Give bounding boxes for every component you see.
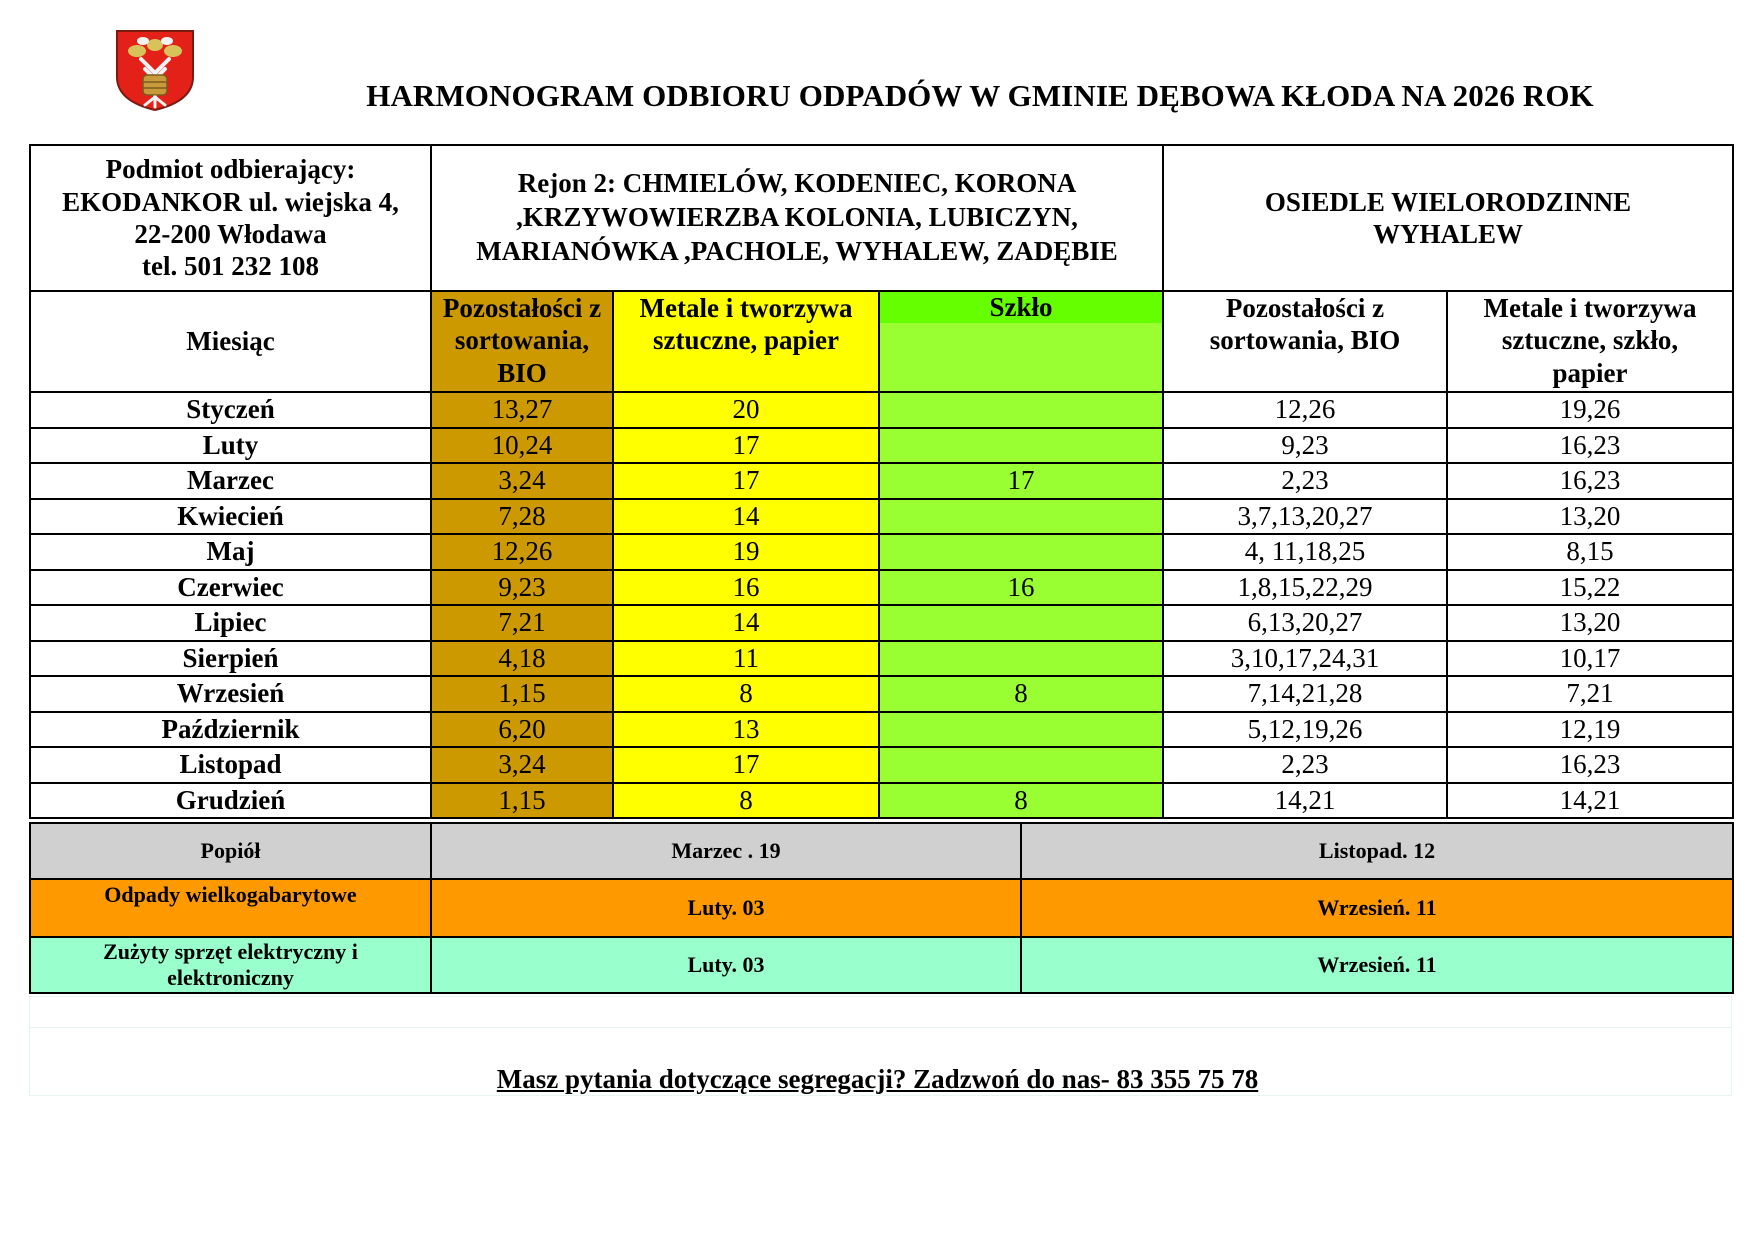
table-row (30, 392, 1733, 428)
table-row (30, 937, 1733, 993)
r2-glass-cell: 8 (879, 783, 1163, 819)
table-row (30, 570, 1733, 606)
r2-glass-cell (879, 534, 1163, 570)
os-metal-header (1447, 291, 1733, 392)
os-bio-cell: 2,23 (1163, 463, 1447, 499)
month-name: Luty (30, 428, 431, 464)
r2-glass-header-label: Szkło (880, 292, 1162, 323)
os-bio-header (1163, 291, 1447, 392)
bulky-label: Odpady wielkogabarytowe (30, 879, 431, 937)
r2-metal-header-line: Metale i tworzywa (639, 293, 853, 323)
r2-metal-cell: 17 (613, 463, 879, 499)
table-row (30, 428, 1733, 464)
month-name: Wrzesień (30, 676, 431, 712)
r2-glass-cell: 16 (879, 570, 1163, 606)
os-bio-cell: 3,7,13,20,27 (1163, 499, 1447, 535)
electronics-region-2-date: Luty. 03 (431, 937, 1021, 993)
os-metal-cell: 19,26 (1447, 392, 1733, 428)
r2-bio-header-line: Pozostałości z (442, 293, 602, 323)
schedule-table (29, 144, 1734, 819)
collector-line: Podmiot odbierający: (105, 154, 356, 185)
r2-metal-cell: 14 (613, 499, 879, 535)
bulky-estate-date: Wrzesień. 11 (1021, 879, 1733, 937)
electronics-label-line: elektroniczny (167, 965, 294, 990)
table-row (30, 463, 1733, 499)
special-collections-table (29, 822, 1734, 994)
ash-estate-date: Listopad. 12 (1021, 823, 1733, 879)
r2-bio-cell: 7,21 (431, 605, 613, 641)
os-metal-header-line: sztuczne, szkło, (1501, 325, 1679, 356)
r2-metal-header (613, 291, 879, 392)
month-name: Lipiec (30, 605, 431, 641)
r2-metal-cell: 16 (613, 570, 879, 606)
table-row (30, 499, 1733, 535)
table-row (30, 783, 1733, 819)
month-name: Grudzień (30, 783, 431, 819)
r2-glass-cell (879, 605, 1163, 641)
r2-bio-cell: 12,26 (431, 534, 613, 570)
os-bio-cell: 2,23 (1163, 747, 1447, 783)
table-row (30, 605, 1733, 641)
month-name: Czerwiec (30, 570, 431, 606)
region-2-line: ,KRZYWOWIERZBA KOLONIA, LUBICZYN, (516, 202, 1078, 233)
header-row-columns (30, 291, 1733, 392)
collector-line: 22-200 Włodawa (134, 219, 327, 249)
os-metal-cell: 16,23 (1447, 428, 1733, 464)
r2-metal-cell: 17 (613, 747, 879, 783)
divider (30, 1027, 1731, 1028)
month-name: Sierpień (30, 641, 431, 677)
r2-metal-cell: 20 (613, 392, 879, 428)
r2-glass-cell (879, 712, 1163, 748)
os-metal-header-line: Metale i tworzywa (1483, 293, 1697, 323)
r2-bio-header-line: sortowania, (454, 325, 590, 356)
table-row (30, 534, 1733, 570)
os-bio-cell: 9,23 (1163, 428, 1447, 464)
os-metal-cell: 16,23 (1447, 747, 1733, 783)
r2-metal-cell: 17 (613, 428, 879, 464)
r2-bio-cell: 1,15 (431, 676, 613, 712)
estate-header (1163, 145, 1733, 291)
estate-line: OSIEDLE WIELORODZINNE (1264, 186, 1632, 217)
table-row (30, 879, 1733, 937)
r2-bio-cell: 1,15 (431, 783, 613, 819)
ash-label: Popiół (30, 823, 431, 879)
month-name: Marzec (30, 463, 431, 499)
electronics-label (30, 937, 431, 993)
coat-of-arms-icon (115, 29, 195, 112)
table-row (30, 747, 1733, 783)
os-bio-header-line: Pozostałości z (1225, 293, 1385, 323)
os-metal-cell: 8,15 (1447, 534, 1733, 570)
region-2-header (431, 145, 1163, 291)
r2-glass-cell (879, 428, 1163, 464)
r2-glass-cell (879, 747, 1163, 783)
r2-glass-cell (879, 499, 1163, 535)
collector-info (30, 145, 431, 291)
os-metal-cell: 14,21 (1447, 783, 1733, 819)
r2-bio-cell: 6,20 (431, 712, 613, 748)
region-2-line: MARIANÓWKA ,PACHOLE, WYHALEW, ZADĘBIE (476, 235, 1118, 266)
r2-metal-cell: 14 (613, 605, 879, 641)
os-bio-cell: 14,21 (1163, 783, 1447, 819)
ash-region-2-date: Marzec . 19 (431, 823, 1021, 879)
r2-bio-cell: 10,24 (431, 428, 613, 464)
r2-glass-header (879, 291, 1163, 392)
r2-bio-cell: 3,24 (431, 747, 613, 783)
r2-glass-cell (879, 392, 1163, 428)
os-metal-cell: 10,17 (1447, 641, 1733, 677)
region-2-line: Rejon 2: CHMIELÓW, KODENIEC, KORONA (517, 168, 1077, 199)
r2-bio-cell: 7,28 (431, 499, 613, 535)
r2-bio-cell: 4,18 (431, 641, 613, 677)
os-bio-cell: 4, 11,18,25 (1163, 534, 1447, 570)
table-row (30, 676, 1733, 712)
page-title: HARMONOGRAM ODBIORU ODPADÓW W GMINIE DĘBOWA KŁODA NA 2026 ROK (366, 78, 1594, 113)
table-row (30, 712, 1733, 748)
r2-bio-header (431, 291, 613, 392)
os-bio-cell: 12,26 (1163, 392, 1447, 428)
os-metal-cell: 12,19 (1447, 712, 1733, 748)
os-bio-cell: 7,14,21,28 (1163, 676, 1447, 712)
month-name: Styczeń (30, 392, 431, 428)
electronics-estate-date: Wrzesień. 11 (1021, 937, 1733, 993)
month-column-header: Miesiąc (30, 291, 431, 392)
r2-glass-cell: 8 (879, 676, 1163, 712)
estate-line: WYHALEW (1372, 219, 1524, 249)
os-bio-cell: 6,13,20,27 (1163, 605, 1447, 641)
contact-info: Masz pytania dotyczące segregacji? Zadzwoń do nas- 83 355 75 78 (496, 1064, 1259, 1094)
month-name: Kwiecień (30, 499, 431, 535)
os-bio-cell: 3,10,17,24,31 (1163, 641, 1447, 677)
r2-metal-cell: 19 (613, 534, 879, 570)
os-metal-cell: 16,23 (1447, 463, 1733, 499)
os-bio-cell: 1,8,15,22,29 (1163, 570, 1447, 606)
r2-metal-cell: 8 (613, 783, 879, 819)
os-bio-cell: 5,12,19,26 (1163, 712, 1447, 748)
r2-metal-cell: 8 (613, 676, 879, 712)
table-row (30, 823, 1733, 879)
collector-line: EKODANKOR ul. wiejska 4, (62, 186, 399, 217)
month-name: Październik (30, 712, 431, 748)
month-name: Listopad (30, 747, 431, 783)
os-bio-header-line: sortowania, BIO (1209, 325, 1401, 356)
r2-glass-cell (879, 641, 1163, 677)
os-metal-cell: 13,20 (1447, 605, 1733, 641)
os-metal-header-line: papier (1552, 357, 1628, 388)
month-name: Maj (30, 534, 431, 570)
os-metal-cell: 7,21 (1447, 676, 1733, 712)
r2-glass-cell: 17 (879, 463, 1163, 499)
bulky-region-2-date: Luty. 03 (431, 879, 1021, 937)
electronics-label-line: Zużyty sprzęt elektryczny i (103, 938, 358, 964)
os-metal-cell: 15,22 (1447, 570, 1733, 606)
r2-bio-cell: 9,23 (431, 570, 613, 606)
r2-bio-header-line: BIO (497, 357, 547, 388)
r2-metal-cell: 13 (613, 712, 879, 748)
r2-bio-cell: 3,24 (431, 463, 613, 499)
r2-metal-cell: 11 (613, 641, 879, 677)
r2-bio-cell: 13,27 (431, 392, 613, 428)
header-row-regions (30, 145, 1733, 291)
r2-metal-header-line: sztuczne, papier (653, 325, 839, 356)
table-row (30, 641, 1733, 677)
os-metal-cell: 13,20 (1447, 499, 1733, 535)
collector-line: tel. 501 232 108 (142, 251, 319, 282)
